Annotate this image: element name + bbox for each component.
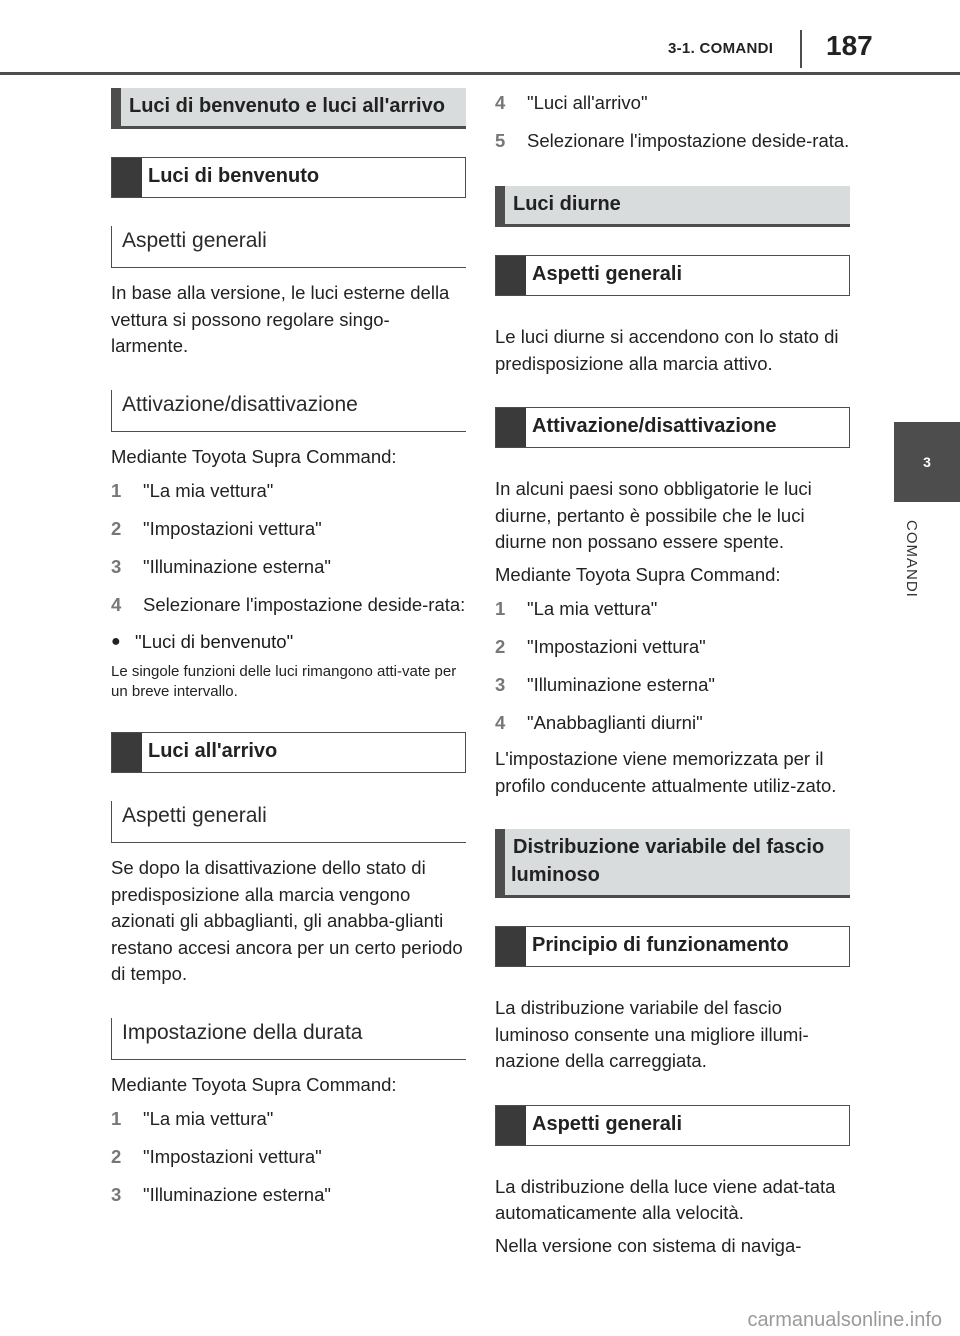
- right-column: [495, 88, 850, 1265]
- chapter-label: COMANDI: [903, 520, 920, 598]
- step-item: 4 "Luci all'arrivo": [495, 92, 648, 113]
- heading-aspetti-generali-4: Aspetti generali: [495, 1105, 850, 1146]
- bullet-item: ● "Luci di benvenuto": [111, 628, 466, 656]
- heading-luci-diurne: Luci diurne: [495, 186, 850, 227]
- heading-attivazione-diurne: Attivazione/disattivazione: [495, 407, 850, 448]
- page-number: 187: [826, 30, 873, 61]
- step-item: 3 "Illuminazione esterna": [111, 1184, 331, 1205]
- heading-luci-benvenuto: Luci di benvenuto: [111, 157, 466, 198]
- heading-aspetti-generali-3: Aspetti generali: [495, 255, 850, 296]
- left-column: [111, 88, 466, 1218]
- step-item: 2 "Impostazioni vettura": [495, 636, 706, 657]
- header-rule: [0, 72, 960, 75]
- heading-principio: Principio di funzionamento: [495, 926, 850, 967]
- step-item: 3 "Illuminazione esterna": [495, 674, 715, 695]
- paragraph-adattata: La distribuzione della luce viene adat-tata automaticamente alla velocità.: [495, 1175, 836, 1223]
- heading-luci-arrivo: Luci all'arrivo: [111, 732, 466, 773]
- step-item: 3 "Illuminazione esterna": [111, 556, 331, 577]
- step-item: 2 "Impostazioni vettura": [111, 1146, 322, 1167]
- chapter-number: 3: [923, 454, 931, 470]
- step-item: 5 Selezionare l'impostazione deside-rata.: [495, 130, 850, 151]
- heading-benvenuto-arrivo: Luci di benvenuto e luci all'arrivo: [111, 88, 466, 129]
- paragraph-diurne: Le luci diurne si accendono con lo stato di predisposizione alla marcia attivo.: [495, 326, 839, 374]
- heading-aspetti-generali-2: Aspetti generali: [111, 801, 466, 843]
- heading-distribuzione: Distribuzione variabile del fascio luminoso: [495, 829, 850, 898]
- paragraph-arrivo: Se dopo la disattivazione dello stato di predisposizione alla marcia vengono azionati gli abbaglianti, gli anabba-glianti restano accesi ancora per un certo periodo di tempo.: [111, 857, 463, 984]
- paragraph-mediante-1: Mediante Toyota Supra Command:: [111, 445, 397, 467]
- step-item: 1 "La mia vettura": [495, 598, 658, 619]
- paragraph-principio: La distribuzione variabile del fascio luminoso consente una migliore illumi-nazione della carreggiata.: [495, 997, 809, 1071]
- step-item: 4 Selezionare l'impostazione deside-rata:: [111, 594, 466, 615]
- running-header-section: 3-1. COMANDI: [668, 40, 774, 57]
- step-item: 1 "La mia vettura": [111, 1108, 274, 1129]
- chapter-tab: [894, 422, 960, 502]
- heading-durata: Impostazione della durata: [111, 1018, 466, 1060]
- paragraph-paesi: In alcuni paesi sono obbligatorie le luci diurne, pertanto è possibile che le luci diurne non possano essere spente.: [495, 478, 812, 552]
- heading-attivazione: Attivazione/disattivazione: [111, 390, 466, 432]
- heading-aspetti-generali-1: Aspetti generali: [111, 226, 466, 268]
- step-item: 4 "Anabbaglianti diurni": [495, 712, 703, 733]
- step-item: 1 "La mia vettura": [111, 480, 274, 501]
- paragraph-navigazione: Nella versione con sistema di naviga-: [495, 1234, 802, 1256]
- paragraph-mediante-3: Mediante Toyota Supra Command:: [495, 563, 781, 585]
- watermark-text: carmanualsonline.info: [747, 1309, 942, 1331]
- header-separator: [800, 30, 802, 68]
- paragraph-versione: In base alla versione, le luci esterne della vettura si possono regolare singo-larmente.: [111, 282, 450, 356]
- step-item: 2 "Impostazioni vettura": [111, 518, 322, 539]
- paragraph-memorizzata: L'impostazione viene memorizzata per il profilo conducente attualmente utiliz-zato.: [495, 748, 837, 796]
- bullet-dot-icon: ●: [111, 633, 121, 650]
- paragraph-mediante-2: Mediante Toyota Supra Command:: [111, 1073, 397, 1095]
- note-intervallo: Le singole funzioni delle luci rimangono atti-vate per un breve intervallo.: [111, 663, 457, 700]
